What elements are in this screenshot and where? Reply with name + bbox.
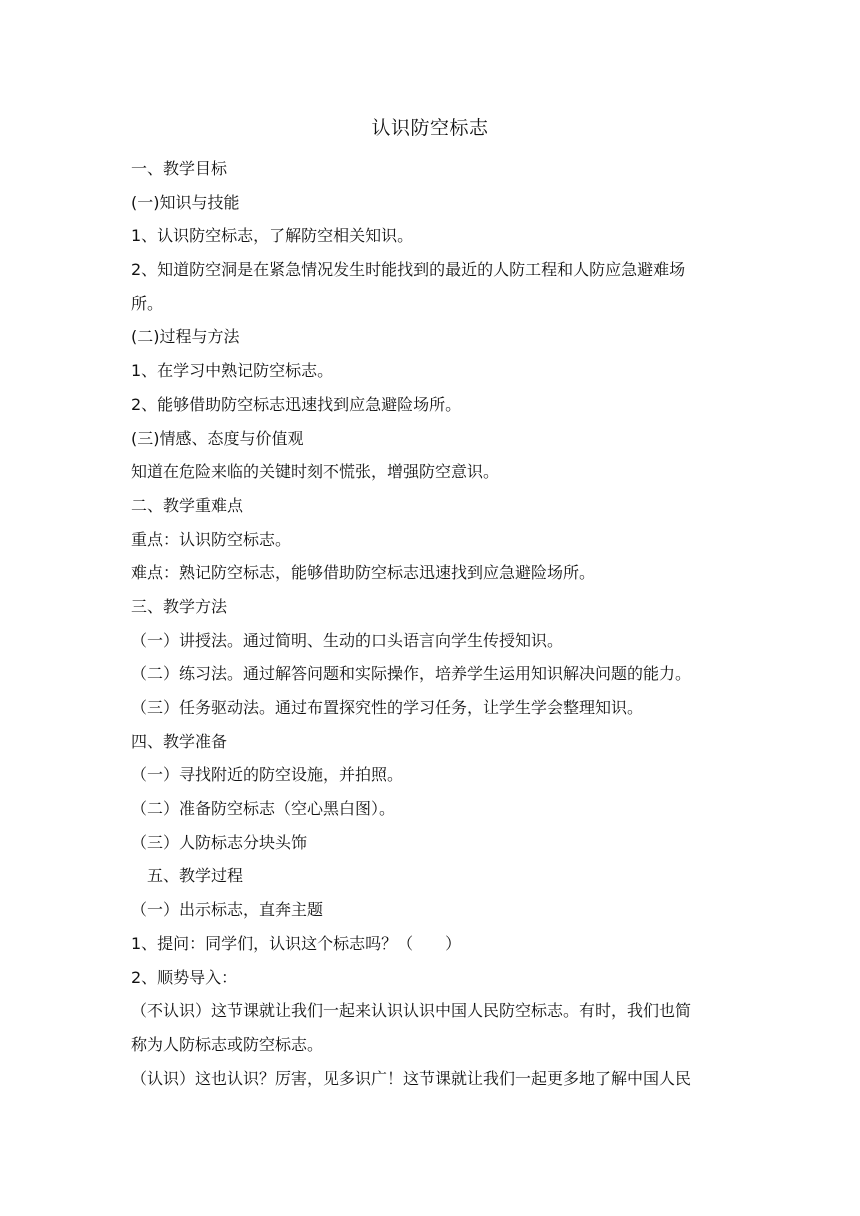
paragraph-line: （二）准备防空标志（空心黑白图）。 bbox=[131, 799, 396, 819]
section-heading-key-points: 二、教学重难点 bbox=[131, 495, 244, 515]
paragraph-line: 2、知道防空洞是在紧急情况发生时能找到的最近的人防工程和人防应急避难场 bbox=[131, 260, 686, 280]
paragraph-line: （认识）这也认识？厉害，见多识广！这节课就让我们一起更多地了解中国人民 bbox=[131, 1068, 692, 1088]
paragraph-line: （不认识）这节课就让我们一起来认识认识中国人民防空标志。有时，我们也简 bbox=[131, 1001, 692, 1021]
paragraph-line: （一）寻找附近的防空设施，并拍照。 bbox=[131, 765, 404, 785]
section-heading-preparation: 四、教学准备 bbox=[131, 731, 228, 751]
paragraph-line: 称为人防标志或防空标志。 bbox=[131, 1034, 324, 1054]
section-heading-process: 五、教学过程 bbox=[147, 866, 244, 886]
section-heading-objectives: 一、教学目标 bbox=[131, 159, 228, 178]
paragraph-line: 重点：认识防空标志。 bbox=[131, 529, 292, 549]
paragraph-line: 知道在危险来临的关键时刻不慌张，增强防空意识。 bbox=[131, 462, 500, 482]
paragraph-line: （二）练习法。通过解答问题和实际操作，培养学生运用知识解决问题的能力。 bbox=[131, 664, 692, 684]
paragraph-line: （三）人防标志分块头饰 bbox=[131, 832, 308, 852]
document-body bbox=[131, 152, 743, 1095]
paragraph-line: 所。 bbox=[131, 293, 164, 313]
subheading-emotion-attitude: (三)情感、态度与价值观 bbox=[131, 428, 304, 448]
paragraph-line: 1、在学习中熟记防空标志。 bbox=[131, 361, 334, 381]
paragraph-line: （三）任务驱动法。通过布置探究性的学习任务，让学生学会整理知识。 bbox=[131, 698, 644, 717]
paragraph-line: 2、顺势导入： bbox=[131, 967, 238, 987]
paragraph-line: 难点：熟记防空标志，能够借助防空标志迅速找到应急避险场所。 bbox=[131, 563, 596, 583]
paragraph-line: 2、能够借助防空标志迅速找到应急避险场所。 bbox=[131, 394, 462, 414]
subheading-knowledge-skills: (一)知识与技能 bbox=[131, 192, 240, 212]
section-heading-methods: 三、教学方法 bbox=[131, 596, 228, 616]
paragraph-line: 1、认识防空标志，了解防空相关知识。 bbox=[131, 226, 414, 246]
document-title: 认识防空标志 bbox=[371, 117, 489, 139]
paragraph-line: 1、提问：同学们，认识这个标志吗？（ ） bbox=[131, 933, 462, 953]
paragraph-line: （一）讲授法。通过简明、生动的口头语言向学生传授知识。 bbox=[131, 630, 564, 650]
subheading-process-method: (二)过程与方法 bbox=[131, 327, 240, 347]
paragraph-line: （一）出示标志，直奔主题 bbox=[131, 900, 324, 920]
